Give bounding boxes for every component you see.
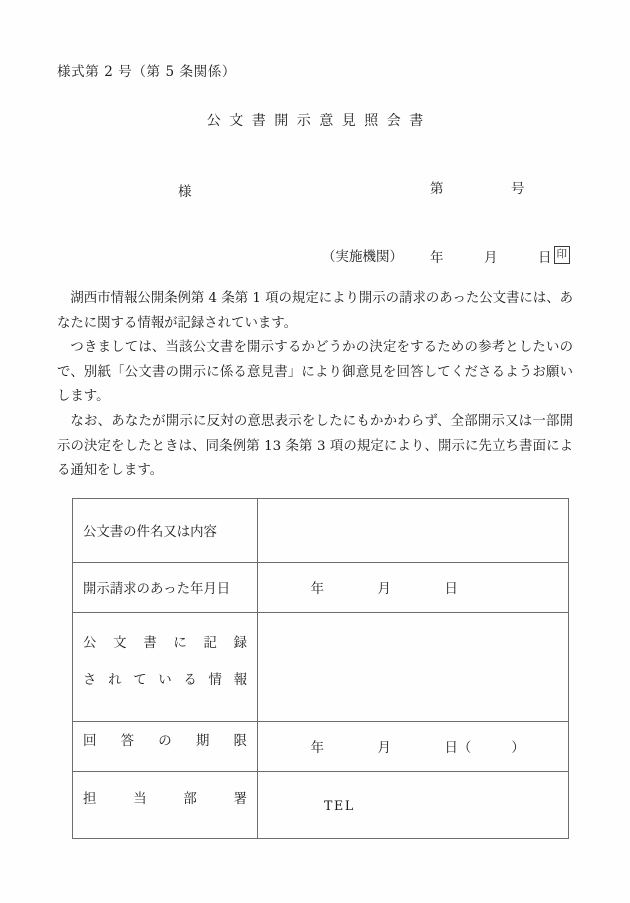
table-row xyxy=(73,772,569,839)
table-row-value-cell[interactable] xyxy=(258,613,569,722)
body-paragraph-2: つきましては、当該公文書を開示するかどうかの決定をするための参考としたいので、別紙「公文書の開示に係る意見書」により御意見を回答してくださるようお願いします。 xyxy=(57,340,573,405)
table-row-label: 公文書の件名又は内容 xyxy=(83,525,217,540)
table-row-label-cell xyxy=(73,499,258,563)
table-row xyxy=(73,499,569,563)
table-row-value-cell[interactable] xyxy=(258,772,569,839)
issuing-organ-row xyxy=(322,245,570,265)
table-row-label: 担当部署 xyxy=(83,792,247,807)
table-row-label-cell xyxy=(73,563,258,613)
body-paragraph-3: なお、あなたが開示に反対の意思表示をしたにもかかわらず、全部開示又は一部開示の決定をしたときは、同条例第 13 条第 3 項の規定により、開示に先立ち書面による通知をします。 xyxy=(57,413,573,479)
telephone-label: TEL xyxy=(324,797,355,813)
table-row xyxy=(73,613,569,722)
addressee-line: 様 xyxy=(178,184,192,200)
issuing-organ-label: （実施機関） xyxy=(322,249,403,265)
table-row-value: 年 月 日（ ） xyxy=(310,741,525,756)
body-text xyxy=(57,287,573,484)
form-table xyxy=(72,498,569,839)
table-row-label: 公文書に記録 xyxy=(83,635,247,651)
table-row-label: 開示請求のあった年月日 xyxy=(83,582,231,597)
table-row xyxy=(73,722,569,772)
table-row-value: 年 月 日 xyxy=(310,582,458,597)
table-row-value-cell[interactable] xyxy=(258,499,569,563)
page-title: 公文書開示意見照会書 xyxy=(206,113,432,129)
table-row-label: 回答の期限 xyxy=(83,733,247,749)
document-number-line: 第 号 xyxy=(430,181,525,197)
table-row-label-cell xyxy=(73,722,258,772)
table-row-label-cell xyxy=(73,613,258,722)
table-row xyxy=(73,563,569,613)
document-date-line: 年 月 日 xyxy=(430,250,552,266)
body-paragraph-1: 湖西市情報公開条例第 4 条第 1 項の規定により開示の請求のあった公文書には、あなたに関する情報が記録されています。 xyxy=(57,291,573,331)
table-row-value-cell[interactable] xyxy=(258,722,569,772)
table-row-label-cell xyxy=(73,772,258,839)
table-row-label-second-line: されている情報 xyxy=(83,672,247,688)
table-row-value-cell[interactable] xyxy=(258,563,569,613)
form-number: 様式第 2 号（第 5 条関係） xyxy=(57,64,236,80)
seal-stamp-icon: 印 xyxy=(554,246,571,264)
